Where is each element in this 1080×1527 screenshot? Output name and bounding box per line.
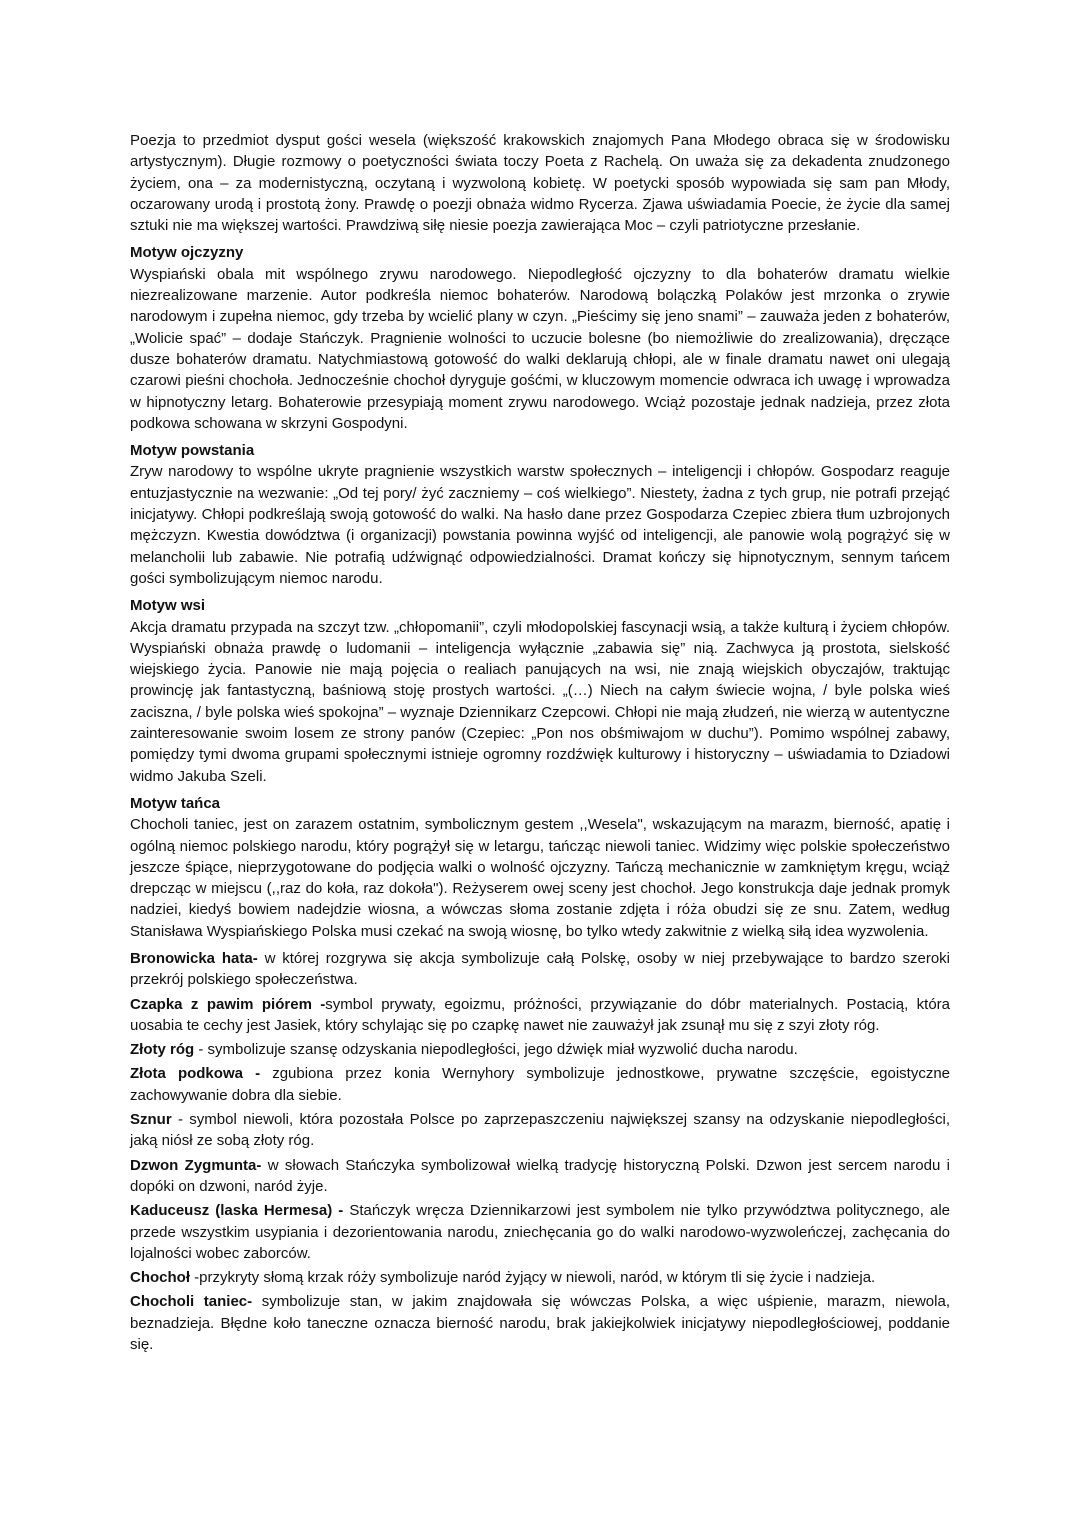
section-heading: Motyw powstania [130, 442, 255, 460]
symbols-list [130, 948, 950, 1355]
symbol-definition: symbolizuje stan, w jakim znajdowała się wówczas Polska, a więc uśpienie, marazm, niewola, beznadzieja. Błędne koło taneczne oznacza bierność narodu, brak jakiejkolwiek inicjatywy niepodległościowej, poddanie się. [130, 1293, 950, 1354]
symbol-term: Chochoł [130, 1269, 190, 1287]
symbol-term: Złota podkowa - [130, 1065, 261, 1083]
symbol-definition: symbol prywaty, egoizmu, próżności, przywiązanie do dóbr materialnych. Postacią, która uosabia te cechy jest Jasiek, który schylając się po czapkę nawet nie zauważył jak zsunął mu się z szyi złoty róg. [130, 995, 951, 1034]
section-powstanie [130, 440, 950, 589]
intro-paragraph: Poezja to przedmiot dysput gości wesela (większość krakowskich znajomych Pana Młodego obraca się w środowisku artystycznym). Długie rozmowy o poetyczności świata toczy Poeta z Rachelą. On uważa się za dekadenta znudzonego życiem, ona – za modernistyczną, oczytaną i wyzwoloną kobietę. W poetycki sposób wypowiada się sam pan Młody, oczarowany urodą i prostotą żony. Prawdę o poezji obnaża widmo Rycerza. Zjawa uświadamia Poecie, że życie dla samej sztuki nie ma większej wartości. Prawdziwą siłę niesie poezja zawierająca Moc – czyli patriotyczne przesłanie. [130, 132, 950, 235]
document-page [130, 130, 950, 1355]
section-body: Zryw narodowy to wspólne ukryte pragnienie wszystkich warstw społecznych – inteligencji i chłopów. Gospodarz reaguje entuzjastycznie na wezwanie: „Od tej pory/ żyć zaczniemy – coś wielkiego”. Niestety, żadna z tych grup, nie potrafi przejąć inicjatywy. Chłopi podkreślają swoją gotowość do walki. Na hasło dane przez Gospodarza Czepiec zbiera tłum uzbrojonych mężczyzn. Kwestia dowództwa (i organizacji) powstania powinna wyjść od inteligencji, ale panowie wolą pogrążyć się w melancholii lub zabawie. Nie potrafią udźwignąć odpowiedzialności. Dramat kończy się hipnotycznym, sennym tańcem gości symbolizującym niemoc narodu. [130, 463, 950, 587]
symbol-entry [130, 1039, 950, 1060]
symbol-term: Złoty róg [130, 1041, 195, 1059]
symbol-entry [130, 1291, 950, 1355]
section-ojczyzna [130, 242, 950, 434]
symbol-entry [130, 1109, 950, 1152]
section-body: Akcja dramatu przypada na szczyt tzw. „chłopomanii”, czyli młodopolskiej fascynacji wsią, a także kulturą i życiem chłopów. Wyspiański obnaża prawdę o ludomanii – inteligencja wyłącznie „zabawia się” nią. Zachwyca ją prostota, sielskość wiejskiego życia. Panowie nie mają pojęcia o realiach panujących na wsi, nie znają wiejskich obyczajów, traktując prowincję jak fantastyczną, baśniową stoję prostych wartości. „(…) Niech na całym świecie wojna, / byle polska wieś zaciszna, / byle polska wieś spokojna” – wyznaje Dziennikarz Czepcowi. Chłopi nie mają złudzeń, nie wierzą w autentyczne zainteresowanie swoim losem ze strony panów (Czepiec: „Pon nos obśmiwajom w duchu”). Pomimo wspólnej zabawy, pomiędzy tymi dwoma grupami społecznymi istnieje ogromny rozdźwięk kulturowy i historyczny – uświadamia to Dziadowi widmo Jakuba Szeli. [130, 618, 950, 785]
symbol-term: Bronowicka hata- [130, 949, 258, 967]
symbol-definition: w słowach Stańczyka symbolizował wielką tradycję historyczną Polski. Dzwon jest sercem narodu i dopóki on dzwoni, naród żyje. [130, 1156, 951, 1195]
symbol-definition: Stańczyk wręcza Dziennikarzowi jest symbolem nie tylko przywództwa politycznego, ale przede wszystkim usypiania i dezorientowania narodu, zniechęcania go do walki narodowo-wyzwoleńczej, zachęcania do lojalności wobec zaborców. [130, 1202, 951, 1262]
symbol-definition: w której rozgrywa się akcja symbolizuje całą Polskę, osoby w niej przebywające to bardzo szeroki przekrój polskiego społeczeństwa. [130, 949, 950, 989]
symbol-entry [130, 1200, 950, 1264]
symbol-definition: zgubiona przez konia Wernyhory symbolizuje jednostkowe, prywatne szczęście, egoistyczne zachowywanie dobra dla siebie. [130, 1065, 950, 1104]
section-wies [130, 595, 950, 787]
section-heading: Motyw tańca [130, 794, 221, 812]
section-body: Chocholi taniec, jest on zarazem ostatnim, symbolicznym gestem ,,Wesela", wskazującym na marazm, bierność, apatię i ogólną niemoc polskiego narodu, który pogrążył się w letargu, tańcząc niewoli taniec. Widzimy więc polskie społeczeństwo jeszcze śpiące, nieprzygotowane do podjęcia walki o wolność ojczyzny. Tańczą mechanicznie w zamkniętym kręgu, wciąż drepcząc w miejscu (,,raz do koła, raz dokoła"). Reżyserem owej sceny jest chochoł. Jego konstrukcja daje jednak promyk nadziei, kiedyś bowiem nadejdzie wiosna, a wówczas słoma zostanie zdjęta i róża obudzi się ze snu. Zatem, według Stanisława Wyspiańskiego Polska musi czekać na swoją wiosnę, bo tylko wtedy zakwitnie z wielką siłą idea wyzwolenia. [130, 816, 950, 940]
symbol-term: Chocholi taniec- [130, 1293, 253, 1311]
symbol-entry [130, 1267, 950, 1288]
symbol-entry [130, 948, 950, 991]
symbol-term: Czapka z pawim piórem - [130, 995, 326, 1013]
symbol-entry [130, 1063, 950, 1106]
symbol-term: Kaduceusz (laska Hermesa) - [130, 1202, 344, 1220]
symbol-entry [130, 994, 950, 1037]
section-heading: Motyw ojczyzny [130, 244, 244, 262]
symbol-term: Sznur [130, 1111, 172, 1129]
section-body: Wyspiański obala mit wspólnego zrywu narodowego. Niepodległość ojczyzny to dla bohaterów dramatu wielkie niezrealizowane marzenie. Autor podkreśla niemoc bohaterów. Narodową bolączką Polaków jest mrzonka o zrywie narodowym i zupełna niemoc, gdy trzeba by wcielić plany w czyn. „Pieścimy się jeno snami” – zauważa jeden z bohaterów, „Wolicie spać” – dodaje Stańczyk. Pragnienie wolności to uczucie bolesne (bo niemożliwie do zrealizowania), dręczące dusze bohaterów dramatu. Natychmiastową gotowość do walki deklarują chłopi, ale w finale dramatu nawet oni ulegają czarowi pieśni chochoła. Jednocześnie chochoł dyryguje gośćmi, w kluczowym momencie odwraca ich uwagę i wprowadza w hipnotyczny letarg. Bohaterowie przesypiają moment zrywu narodowego. Wciąż pozostaje jednak nadzieja, przez złota podkowa schowana w skrzyni Gospodyni. [130, 265, 950, 432]
symbol-definition: -przykryty słomą krzak róży symbolizuje naród żyjący w niewoli, naród, w którym tli się życie i nadzieja. [190, 1269, 876, 1287]
symbol-definition: - symbolizuje szansę odzyskania niepodległości, jego dźwięk miał wyzwolić ducha narodu. [194, 1041, 798, 1059]
symbol-term: Dzwon Zygmunta- [130, 1156, 262, 1174]
symbol-definition: - symbol niewoli, która pozostała Polsce po zaprzepaszczeniu największej szansy na odzyskanie niepodległości, jaką niósł ze sobą złoty róg. [130, 1111, 950, 1150]
section-heading: Motyw wsi [130, 597, 206, 615]
symbol-entry [130, 1155, 950, 1198]
section-taniec [130, 793, 950, 942]
